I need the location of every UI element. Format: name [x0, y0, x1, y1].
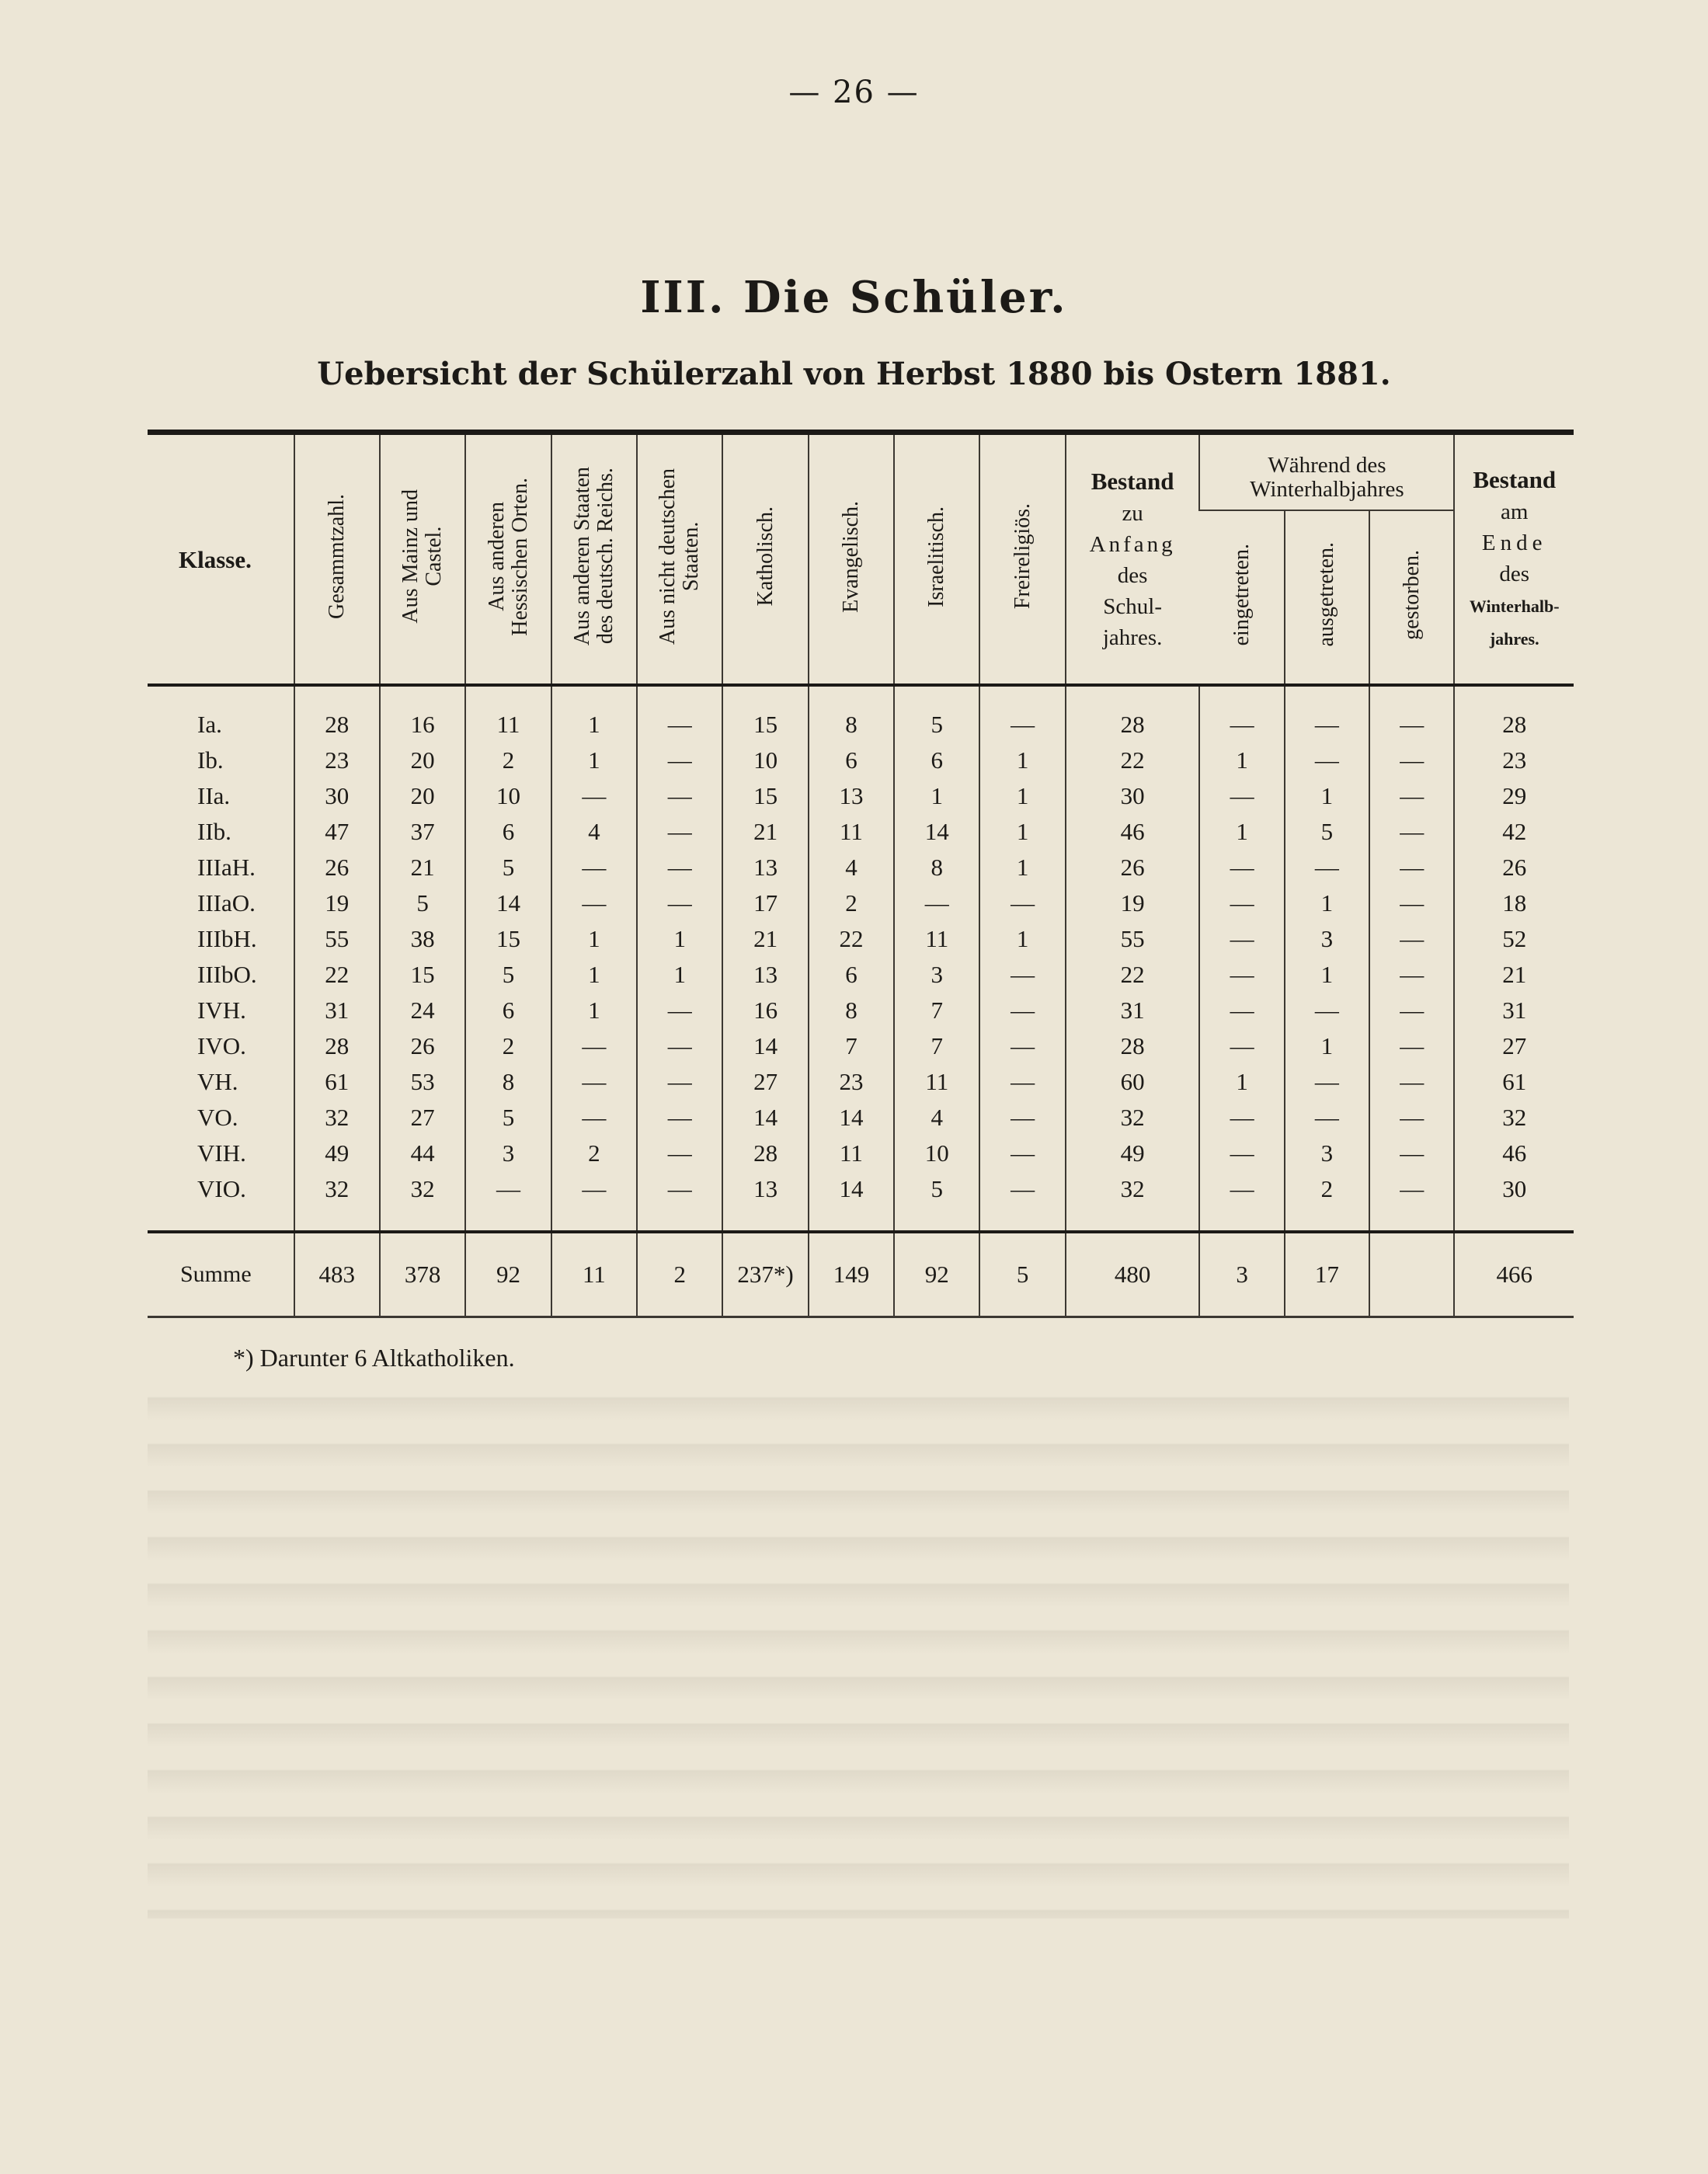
cell-ein: —: [1199, 993, 1284, 1028]
cell-ein: —: [1199, 957, 1284, 993]
header-evangelisch: Evangelisch.: [809, 433, 894, 686]
table-row: [148, 850, 1574, 885]
cell-staaten: 1: [551, 707, 637, 743]
header-mainz: Aus Mainz und Castel.: [380, 433, 465, 686]
cell-klasse: Ia.: [197, 711, 222, 738]
cell-hessen: 10: [465, 778, 551, 814]
cell-anfang: 19: [1066, 885, 1200, 921]
cell-anfang: 28: [1066, 1028, 1200, 1064]
cell-frei: 1: [979, 921, 1065, 957]
cell-hessen: 6: [465, 993, 551, 1028]
cell-klasse: VH.: [197, 1068, 238, 1095]
cell-isr: 11: [894, 921, 979, 957]
cell-isr: 7: [894, 993, 979, 1028]
cell-hessen: 15: [465, 921, 551, 957]
cell-aus: —: [1285, 707, 1369, 743]
summe-anfang: 480: [1066, 1232, 1200, 1317]
cell-ein: —: [1199, 1171, 1284, 1207]
cell-nicht: —: [637, 1136, 722, 1171]
cell-frei: —: [979, 707, 1065, 743]
cell-klasse: VO.: [197, 1104, 238, 1131]
cell-ende: 23: [1454, 743, 1574, 778]
cell-isr: 4: [894, 1100, 979, 1136]
cell-aus: 1: [1285, 778, 1369, 814]
cell-ende: 52: [1454, 921, 1574, 957]
cell-evang: 4: [809, 850, 894, 885]
table-body: [148, 685, 1574, 1232]
cell-frei: —: [979, 993, 1065, 1028]
cell-isr: 5: [894, 707, 979, 743]
cell-staaten: —: [551, 850, 637, 885]
summe-label: Summe: [148, 1232, 294, 1317]
cell-staaten: 1: [551, 957, 637, 993]
cell-evang: 2: [809, 885, 894, 921]
cell-frei: —: [979, 1100, 1065, 1136]
summe-hessen: 92: [465, 1232, 551, 1317]
cell-klasse: Ib.: [197, 746, 224, 774]
cell-gesammt: 26: [294, 850, 380, 885]
cell-ende: 27: [1454, 1028, 1574, 1064]
cell-evang: 13: [809, 778, 894, 814]
section-title: III. Die Schüler.: [640, 272, 1068, 323]
summe-isr: 92: [894, 1232, 979, 1317]
cell-gest: —: [1369, 957, 1454, 993]
cell-gest: —: [1369, 814, 1454, 850]
summe-gest: [1369, 1232, 1454, 1317]
cell-kath: 16: [722, 993, 808, 1028]
cell-mainz: 38: [380, 921, 465, 957]
cell-kath: 13: [722, 1171, 808, 1207]
cell-gesammt: 28: [294, 707, 380, 743]
cell-hessen: 14: [465, 885, 551, 921]
cell-aus: —: [1285, 850, 1369, 885]
cell-ein: —: [1199, 921, 1284, 957]
summe-staaten: 11: [551, 1232, 637, 1317]
cell-isr: 10: [894, 1136, 979, 1171]
cell-aus: —: [1285, 993, 1369, 1028]
cell-aus: 1: [1285, 957, 1369, 993]
cell-nicht: —: [637, 1171, 722, 1207]
cell-frei: —: [979, 957, 1065, 993]
cell-gest: —: [1369, 1100, 1454, 1136]
cell-gesammt: 23: [294, 743, 380, 778]
summe-evang: 149: [809, 1232, 894, 1317]
cell-anfang: 32: [1066, 1171, 1200, 1207]
cell-nicht: —: [637, 1100, 722, 1136]
cell-hessen: 3: [465, 1136, 551, 1171]
cell-mainz: 44: [380, 1136, 465, 1171]
header-katholisch: Katholisch.: [722, 433, 808, 686]
cell-gest: —: [1369, 1064, 1454, 1100]
cell-mainz: 53: [380, 1064, 465, 1100]
cell-kath: 15: [722, 778, 808, 814]
cell-nicht: —: [637, 778, 722, 814]
cell-nicht: —: [637, 993, 722, 1028]
cell-ende: 30: [1454, 1171, 1574, 1207]
table-row: [148, 1028, 1574, 1064]
cell-hessen: 6: [465, 814, 551, 850]
header-nicht-deutsch: Aus nicht deutschen Staaten.: [637, 433, 722, 686]
header-klasse: Klasse.: [148, 433, 294, 686]
cell-kath: 28: [722, 1136, 808, 1171]
table-row: [148, 743, 1574, 778]
cell-aus: 1: [1285, 885, 1369, 921]
cell-klasse: IIb.: [197, 818, 231, 845]
cell-kath: 10: [722, 743, 808, 778]
cell-isr: 14: [894, 814, 979, 850]
cell-evang: 8: [809, 707, 894, 743]
cell-hessen: —: [465, 1171, 551, 1207]
cell-gesammt: 19: [294, 885, 380, 921]
cell-mainz: 20: [380, 743, 465, 778]
cell-staaten: —: [551, 885, 637, 921]
table-row: [148, 957, 1574, 993]
header-andere-staaten: Aus anderen Staaten des deutsch. Reichs.: [551, 433, 637, 686]
cell-evang: 6: [809, 743, 894, 778]
cell-gest: —: [1369, 707, 1454, 743]
header-eingetreten: eingetreten.: [1229, 543, 1254, 646]
cell-evang: 11: [809, 814, 894, 850]
cell-staaten: 1: [551, 921, 637, 957]
cell-frei: —: [979, 1136, 1065, 1171]
cell-aus: —: [1285, 743, 1369, 778]
header-bestand-ende: Bestand am Ende des Winterhalb- jahres.: [1454, 433, 1574, 686]
cell-ende: 29: [1454, 778, 1574, 814]
cell-ende: 42: [1454, 814, 1574, 850]
summe-gesammt: 483: [294, 1232, 380, 1317]
cell-frei: 1: [979, 814, 1065, 850]
table-row: [148, 1100, 1574, 1136]
cell-ende: 46: [1454, 1136, 1574, 1171]
cell-frei: 1: [979, 778, 1065, 814]
cell-evang: 22: [809, 921, 894, 957]
cell-hessen: 5: [465, 1100, 551, 1136]
cell-staaten: —: [551, 1064, 637, 1100]
cell-staaten: —: [551, 1100, 637, 1136]
cell-anfang: 30: [1066, 778, 1200, 814]
cell-frei: —: [979, 1171, 1065, 1207]
cell-gest: —: [1369, 993, 1454, 1028]
cell-aus: —: [1285, 1064, 1369, 1100]
cell-gest: —: [1369, 1136, 1454, 1171]
header-gesammtzahl: Gesammtzahl.: [294, 433, 380, 686]
cell-isr: 8: [894, 850, 979, 885]
cell-gesammt: 30: [294, 778, 380, 814]
cell-kath: 17: [722, 885, 808, 921]
cell-gesammt: 22: [294, 957, 380, 993]
cell-gest: —: [1369, 885, 1454, 921]
table-row: [148, 921, 1574, 957]
summe-aus: 17: [1285, 1232, 1369, 1317]
cell-staaten: 2: [551, 1136, 637, 1171]
cell-staaten: 1: [551, 743, 637, 778]
cell-nicht: 1: [637, 921, 722, 957]
cell-ende: 31: [1454, 993, 1574, 1028]
table-row: [148, 1136, 1574, 1171]
cell-isr: 1: [894, 778, 979, 814]
cell-nicht: 1: [637, 957, 722, 993]
cell-staaten: —: [551, 1171, 637, 1207]
cell-frei: —: [979, 1028, 1065, 1064]
summe-nicht: 2: [637, 1232, 722, 1317]
cell-klasse: IIa.: [197, 782, 231, 809]
cell-anfang: 31: [1066, 993, 1200, 1028]
header-gestorben: gestorben.: [1369, 510, 1454, 685]
table-title: Uebersicht der Schülerzahl von Herbst 1880 bis Ostern 1881.: [317, 356, 1391, 392]
cell-evang: 7: [809, 1028, 894, 1064]
cell-nicht: —: [637, 814, 722, 850]
cell-mainz: 26: [380, 1028, 465, 1064]
summe-ende: 466: [1454, 1232, 1574, 1317]
cell-frei: —: [979, 1064, 1065, 1100]
cell-klasse: IIIbO.: [197, 961, 257, 988]
cell-mainz: 21: [380, 850, 465, 885]
cell-mainz: 32: [380, 1171, 465, 1207]
cell-mainz: 37: [380, 814, 465, 850]
cell-ein: —: [1199, 778, 1284, 814]
cell-isr: —: [894, 885, 979, 921]
cell-aus: 3: [1285, 921, 1369, 957]
cell-anfang: 22: [1066, 743, 1200, 778]
cell-aus: —: [1285, 1100, 1369, 1136]
cell-staaten: 1: [551, 993, 637, 1028]
table-row: [148, 814, 1574, 850]
cell-frei: 1: [979, 850, 1065, 885]
cell-kath: 14: [722, 1100, 808, 1136]
cell-gest: —: [1369, 778, 1454, 814]
cell-evang: 14: [809, 1171, 894, 1207]
cell-anfang: 32: [1066, 1100, 1200, 1136]
cell-anfang: 46: [1066, 814, 1200, 850]
cell-isr: 5: [894, 1171, 979, 1207]
cell-ende: 28: [1454, 707, 1574, 743]
cell-anfang: 49: [1066, 1136, 1200, 1171]
cell-ein: 1: [1199, 743, 1284, 778]
cell-hessen: 2: [465, 743, 551, 778]
cell-ende: 26: [1454, 850, 1574, 885]
cell-hessen: 11: [465, 707, 551, 743]
cell-anfang: 55: [1066, 921, 1200, 957]
cell-gesammt: 32: [294, 1100, 380, 1136]
cell-aus: 1: [1285, 1028, 1369, 1064]
cell-klasse: IVO.: [197, 1032, 246, 1059]
cell-nicht: —: [637, 885, 722, 921]
cell-gesammt: 32: [294, 1171, 380, 1207]
cell-isr: 3: [894, 957, 979, 993]
table-row: [148, 993, 1574, 1028]
cell-gest: —: [1369, 1171, 1454, 1207]
cell-isr: 6: [894, 743, 979, 778]
cell-klasse: IIIbH.: [197, 925, 257, 952]
cell-evang: 8: [809, 993, 894, 1028]
cell-ein: —: [1199, 1100, 1284, 1136]
cell-kath: 15: [722, 707, 808, 743]
cell-mainz: 20: [380, 778, 465, 814]
cell-frei: —: [979, 885, 1065, 921]
cell-aus: 5: [1285, 814, 1369, 850]
cell-nicht: —: [637, 850, 722, 885]
summe-frei: 5: [979, 1232, 1065, 1317]
summe-ein: 3: [1199, 1232, 1284, 1317]
cell-hessen: 8: [465, 1064, 551, 1100]
cell-mainz: 27: [380, 1100, 465, 1136]
cell-hessen: 5: [465, 850, 551, 885]
footnote: *) Darunter 6 Altkatholiken.: [233, 1344, 515, 1372]
cell-evang: 14: [809, 1100, 894, 1136]
summe-mainz: 378: [380, 1232, 465, 1317]
cell-staaten: —: [551, 1028, 637, 1064]
cell-gest: —: [1369, 921, 1454, 957]
cell-aus: 3: [1285, 1136, 1369, 1171]
cell-aus: 2: [1285, 1171, 1369, 1207]
cell-kath: 14: [722, 1028, 808, 1064]
header-waehrend-winterhalbjahres: Während des Winterhalbjahres: [1199, 433, 1454, 511]
cell-ende: 21: [1454, 957, 1574, 993]
cell-ein: —: [1199, 707, 1284, 743]
student-statistics-table: [148, 430, 1574, 1318]
cell-mainz: 15: [380, 957, 465, 993]
header-ausgetreten: ausgetreten.: [1285, 510, 1369, 685]
cell-klasse: IIIaO.: [197, 889, 256, 917]
cell-gesammt: 61: [294, 1064, 380, 1100]
cell-ein: —: [1199, 1028, 1284, 1064]
cell-gesammt: 55: [294, 921, 380, 957]
cell-staaten: 4: [551, 814, 637, 850]
cell-mainz: 24: [380, 993, 465, 1028]
cell-gest: —: [1369, 1028, 1454, 1064]
cell-kath: 21: [722, 814, 808, 850]
header-freireligioes: Freireligiös.: [979, 433, 1065, 686]
cell-ende: 32: [1454, 1100, 1574, 1136]
cell-nicht: —: [637, 743, 722, 778]
header-bestand-anfang: Bestand zu Anfang des Schul- jahres.: [1066, 433, 1200, 686]
cell-anfang: 28: [1066, 707, 1200, 743]
cell-gesammt: 28: [294, 1028, 380, 1064]
cell-kath: 21: [722, 921, 808, 957]
cell-isr: 7: [894, 1028, 979, 1064]
page-number: — 26 —: [788, 75, 920, 110]
cell-ein: —: [1199, 850, 1284, 885]
cell-klasse: VIH.: [197, 1139, 246, 1167]
table-row: [148, 885, 1574, 921]
table-row: [148, 1171, 1574, 1207]
cell-ende: 18: [1454, 885, 1574, 921]
table-row: [148, 707, 1574, 743]
cell-anfang: 22: [1066, 957, 1200, 993]
cell-mainz: 5: [380, 885, 465, 921]
cell-kath: 27: [722, 1064, 808, 1100]
summe-row: [148, 1232, 1574, 1317]
header-israelitisch: Israelitisch.: [894, 433, 979, 686]
cell-ein: —: [1199, 885, 1284, 921]
cell-gest: —: [1369, 850, 1454, 885]
cell-frei: 1: [979, 743, 1065, 778]
cell-mainz: 16: [380, 707, 465, 743]
cell-gesammt: 47: [294, 814, 380, 850]
bleed-through-texture: [148, 1375, 1569, 1918]
cell-ende: 61: [1454, 1064, 1574, 1100]
cell-klasse: IVH.: [197, 997, 246, 1024]
cell-isr: 11: [894, 1064, 979, 1100]
cell-evang: 23: [809, 1064, 894, 1100]
cell-anfang: 26: [1066, 850, 1200, 885]
header-hessen: Aus anderen Hessischen Orten.: [465, 433, 551, 686]
cell-nicht: —: [637, 1064, 722, 1100]
summe-kath: 237*): [722, 1232, 808, 1317]
table-row: [148, 1064, 1574, 1100]
cell-staaten: —: [551, 778, 637, 814]
cell-ein: 1: [1199, 1064, 1284, 1100]
cell-anfang: 60: [1066, 1064, 1200, 1100]
cell-evang: 6: [809, 957, 894, 993]
cell-gest: —: [1369, 743, 1454, 778]
cell-gesammt: 49: [294, 1136, 380, 1171]
table-row: [148, 778, 1574, 814]
cell-gesammt: 31: [294, 993, 380, 1028]
cell-ein: —: [1199, 1136, 1284, 1171]
cell-klasse: IIIaH.: [197, 854, 256, 881]
cell-nicht: —: [637, 707, 722, 743]
cell-ein: 1: [1199, 814, 1284, 850]
cell-kath: 13: [722, 957, 808, 993]
cell-kath: 13: [722, 850, 808, 885]
cell-nicht: —: [637, 1028, 722, 1064]
cell-evang: 11: [809, 1136, 894, 1171]
cell-klasse: VIO.: [197, 1175, 246, 1202]
cell-hessen: 2: [465, 1028, 551, 1064]
cell-hessen: 5: [465, 957, 551, 993]
